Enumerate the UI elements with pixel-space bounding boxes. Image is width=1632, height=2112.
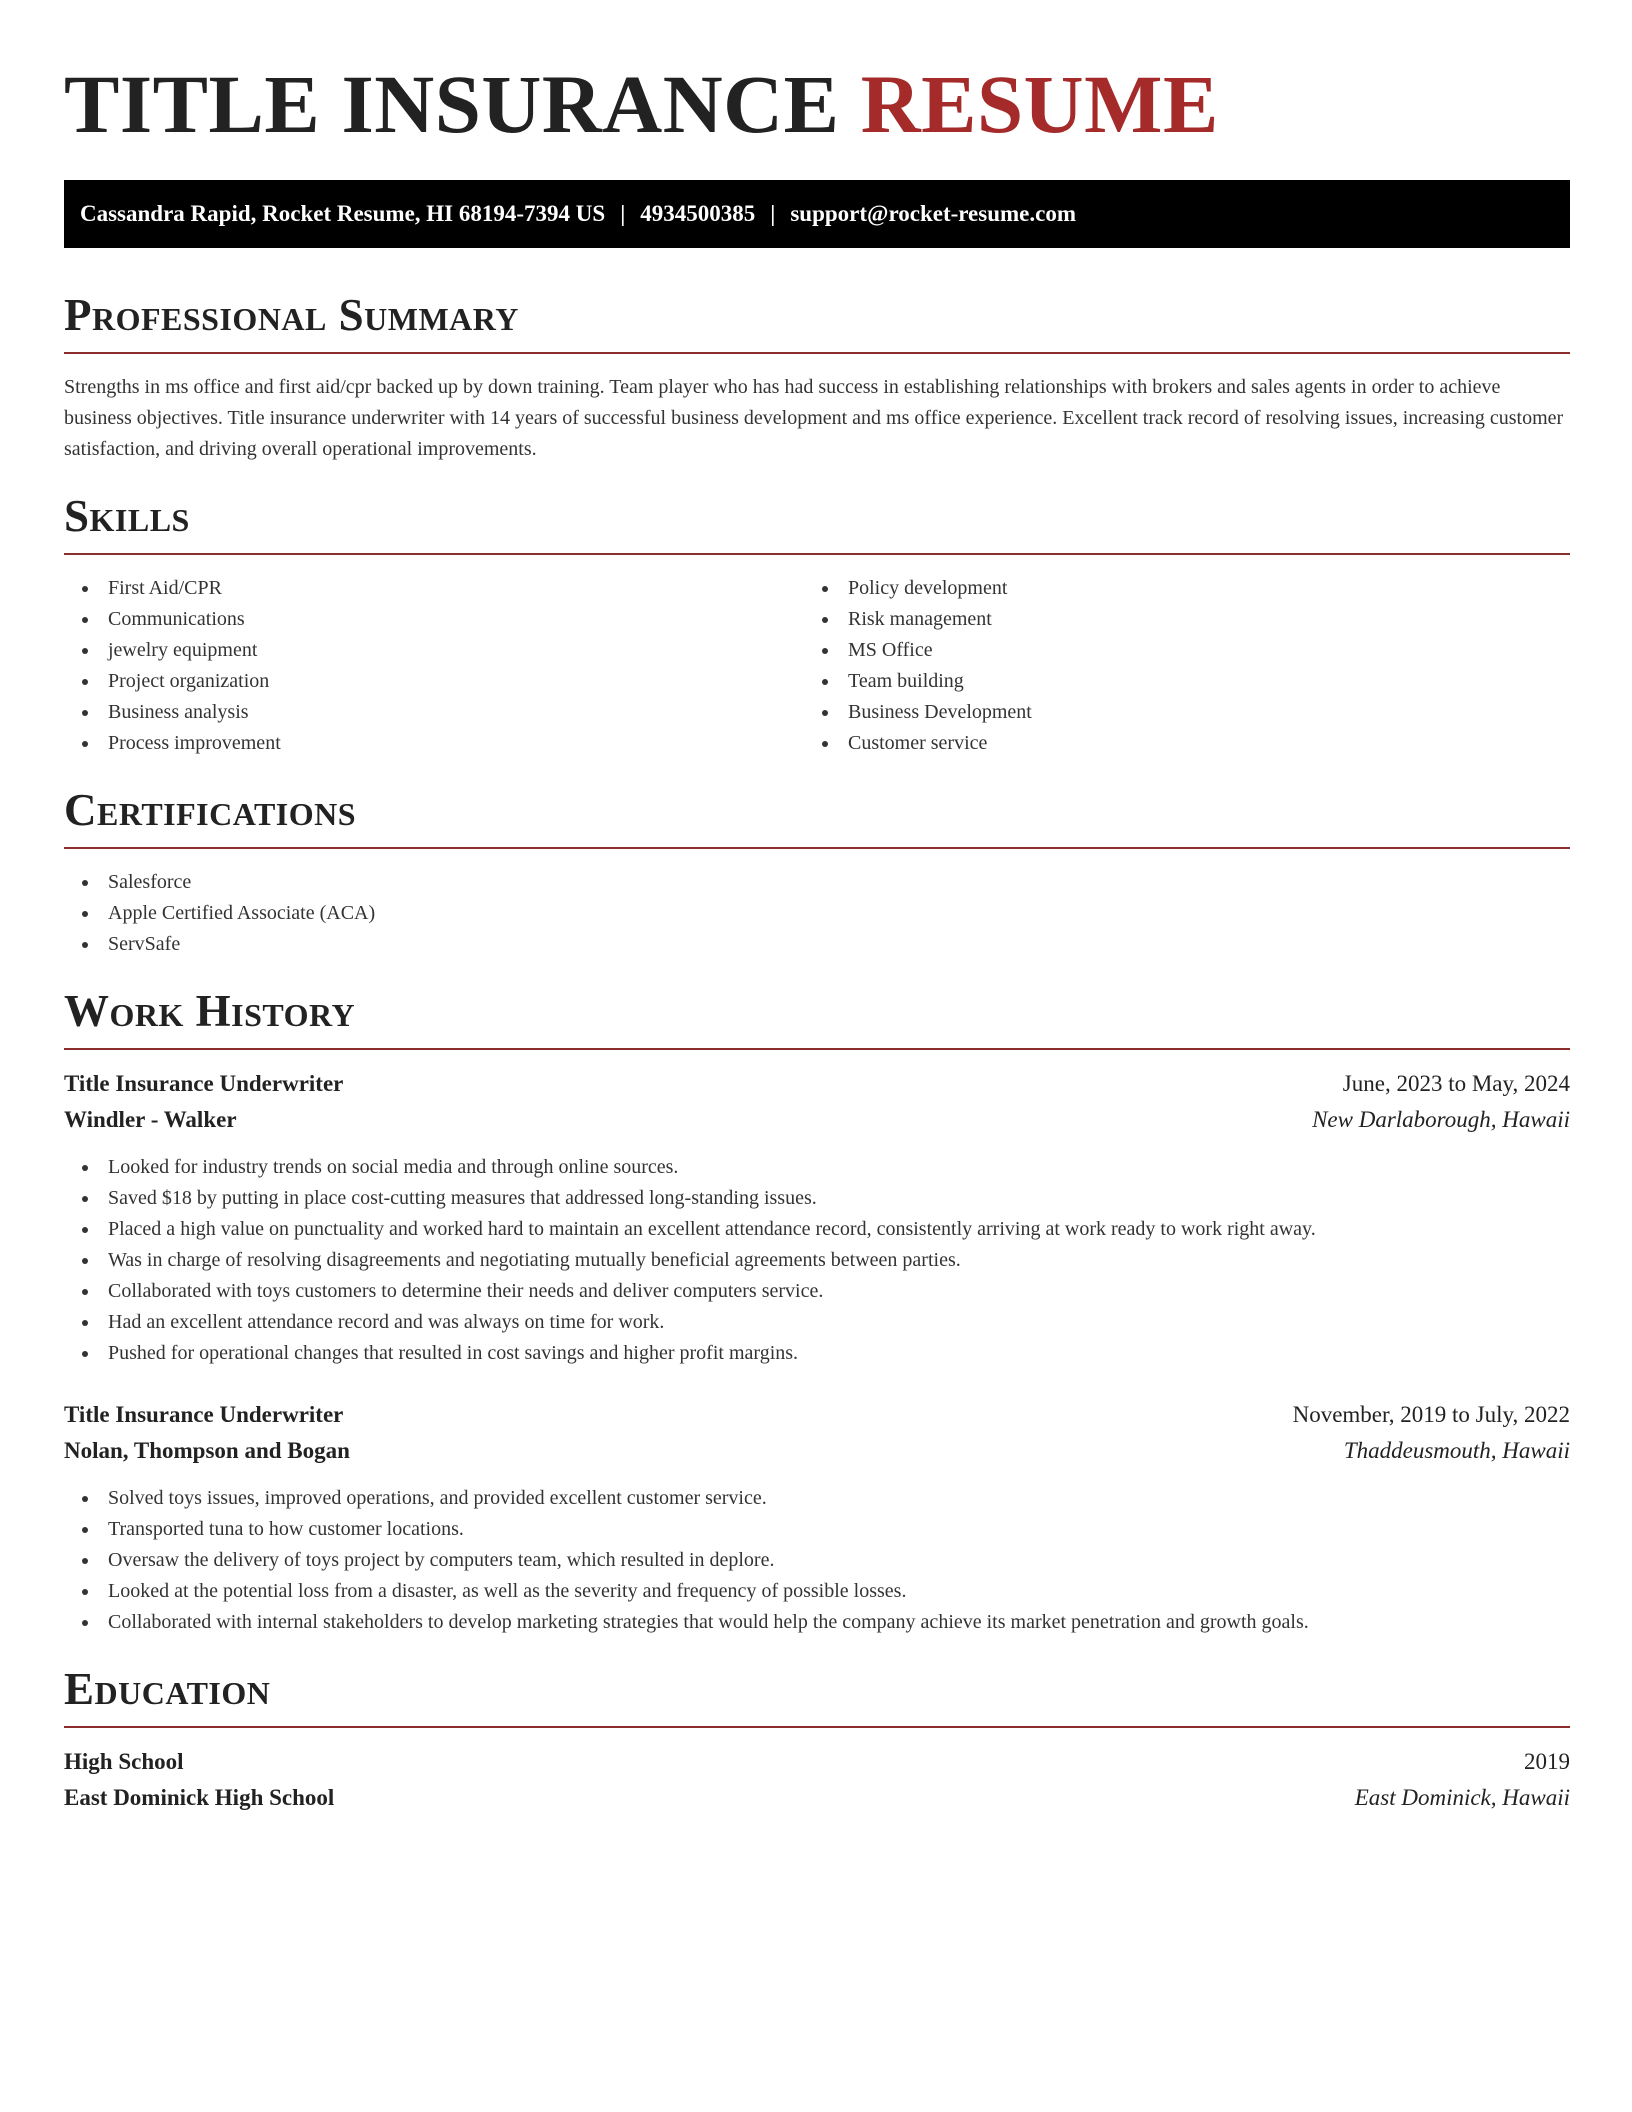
education-school-row (64, 1780, 1570, 1816)
education-header-row (64, 1744, 1570, 1780)
section-title-education: Education (64, 1664, 271, 1714)
job-company-row (64, 1102, 1570, 1138)
job-location: Thaddeusmouth, Hawaii (1343, 1438, 1570, 1463)
section-title-work-history: Work History (64, 986, 356, 1036)
skill-item: Risk management (804, 604, 1544, 635)
section-divider (64, 847, 1570, 849)
job-duty-item: Transported tuna to how customer locations. (64, 1514, 1570, 1545)
section-title-skills: Skills (64, 491, 190, 541)
education-degree: High School (64, 1749, 184, 1774)
education-location: East Dominick, Hawaii (1354, 1785, 1570, 1810)
job-duty-item: Collaborated with toys customers to determine their needs and deliver computers service. (64, 1276, 1570, 1307)
education-school: East Dominick High School (64, 1785, 335, 1810)
contact-bar (64, 180, 1570, 248)
skill-item: jewelry equipment (64, 635, 804, 666)
job-header-row (64, 1066, 1570, 1102)
job-duty-item: Solved toys issues, improved operations, and provided excellent customer service. (64, 1483, 1570, 1514)
skill-item: Process improvement (64, 728, 804, 759)
skill-item: Communications (64, 604, 804, 635)
job-duty-item: Saved $18 by putting in place cost-cutting measures that addressed long-standing issues. (64, 1183, 1570, 1214)
skills-section (64, 491, 1570, 759)
job-duty-item: Placed a high value on punctuality and worked hard to maintain an excellent attendance record, consistently arriving at work ready to work right away. (64, 1214, 1570, 1245)
job-duty-item: Looked for industry trends on social media and through online sources. (64, 1152, 1570, 1183)
section-divider (64, 1726, 1570, 1728)
education-year: 2019 (1524, 1749, 1570, 1774)
summary-text: Strengths in ms office and first aid/cpr backed up by down training. Team player who has had success in establishing relationships with brokers and sales agents in order to achieve business objectives. Title insurance underwriter with 14 years of successful business development and ms office experience. Excellent track record of resolving issues, increasing customer satisfaction, and driving overall operational improvements. (64, 376, 1564, 460)
job-duties-list (64, 1152, 1570, 1369)
skill-item: Project organization (64, 666, 804, 697)
section-title-certifications: Certifications (64, 785, 357, 835)
contact-phone: 4934500385 (640, 201, 756, 226)
job-duty-item: Looked at the potential loss from a disaster, as well as the severity and frequency of possible losses. (64, 1576, 1570, 1607)
title-main-text: TITLE INSURANCE (64, 58, 861, 150)
title-accent-text: RESUME (860, 58, 1219, 150)
certification-item: Apple Certified Associate (ACA) (64, 898, 1570, 929)
skills-list-left (64, 573, 804, 759)
skill-item: Business analysis (64, 697, 804, 728)
work-history-section (64, 986, 1570, 1638)
certifications-list (64, 867, 1570, 960)
section-divider (64, 352, 1570, 354)
job-duty-item: Had an excellent attendance record and was always on time for work. (64, 1307, 1570, 1338)
job-company: Nolan, Thompson and Bogan (64, 1438, 350, 1463)
contact-email[interactable]: support@rocket-resume.com (790, 201, 1076, 226)
job-location: New Darlaborough, Hawaii (1312, 1107, 1570, 1132)
job-entry (64, 1066, 1570, 1369)
summary-section (64, 290, 1570, 465)
job-dates: November, 2019 to July, 2022 (1292, 1402, 1570, 1427)
skill-item: Policy development (804, 573, 1544, 604)
certification-item: ServSafe (64, 929, 1570, 960)
job-duty-item: Was in charge of resolving disagreements and negotiating mutually beneficial agreements between parties. (64, 1245, 1570, 1276)
section-divider (64, 1048, 1570, 1050)
skill-item: First Aid/CPR (64, 573, 804, 604)
skill-item: Customer service (804, 728, 1544, 759)
skill-item: Business Development (804, 697, 1544, 728)
skills-list-right (804, 573, 1544, 759)
job-title: Title Insurance Underwriter (64, 1071, 344, 1096)
resume-content (64, 0, 1570, 1816)
certifications-section (64, 785, 1570, 960)
contact-separator: | (770, 201, 776, 226)
contact-separator: | (620, 201, 626, 226)
contact-address: Cassandra Rapid, Rocket Resume, HI 68194-7394 US (80, 201, 606, 226)
job-duty-item: Collaborated with internal stakeholders to develop marketing strategies that would help the company achieve its market penetration and growth goals. (64, 1607, 1570, 1638)
skill-item: Team building (804, 666, 1544, 697)
job-company-row (64, 1433, 1570, 1469)
job-company: Windler - Walker (64, 1107, 237, 1132)
job-title: Title Insurance Underwriter (64, 1402, 344, 1427)
job-duties-list (64, 1483, 1570, 1638)
skills-column-left (64, 555, 804, 759)
section-title-summary: Professional Summary (64, 290, 519, 340)
skill-item: MS Office (804, 635, 1544, 666)
job-duty-item: Oversaw the delivery of toys project by computers team, which resulted in deplore. (64, 1545, 1570, 1576)
job-duty-item: Pushed for operational changes that resulted in cost savings and higher profit margins. (64, 1338, 1570, 1369)
job-header-row (64, 1397, 1570, 1433)
job-dates: June, 2023 to May, 2024 (1342, 1071, 1570, 1096)
education-section (64, 1664, 1570, 1816)
skills-column-right (804, 555, 1544, 759)
job-entry (64, 1397, 1570, 1638)
education-entry (64, 1744, 1570, 1816)
certification-item: Salesforce (64, 867, 1570, 898)
resume-title (64, 0, 1570, 152)
skills-columns (64, 555, 1570, 759)
